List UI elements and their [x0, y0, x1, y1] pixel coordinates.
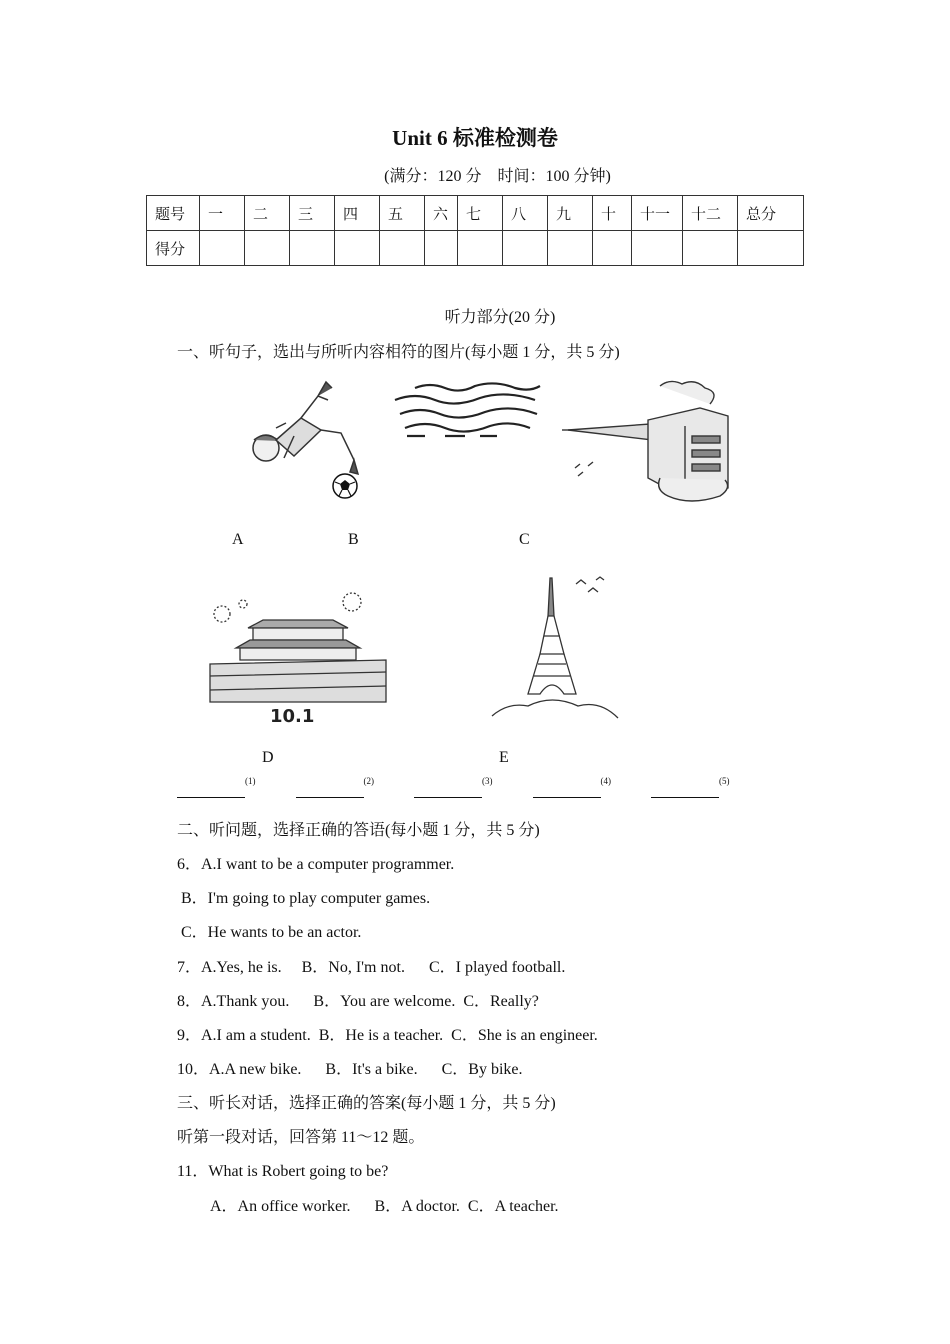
score-cell[interactable]	[380, 231, 425, 266]
score-cell[interactable]	[335, 231, 380, 266]
blank-number: (4)	[600, 776, 611, 786]
header-cell: 一	[200, 196, 245, 231]
question-11-options: A．An office worker. B．A doctor. C．A teacher.	[210, 1198, 559, 1215]
part1-heading: 一、听句子，选出与所听内容相符的图片(每小题 1 分，共 5 分)	[177, 344, 620, 361]
question-line: 7．A.Yes, he is. B．No, I'm not. C．I played football.	[177, 959, 566, 976]
score-cell[interactable]	[503, 231, 548, 266]
soccer-player-picture	[246, 378, 366, 503]
score-cell[interactable]	[245, 231, 290, 266]
answer-blank-5[interactable]	[651, 783, 719, 798]
question-line: 8．A.Thank you. B．You are welcome. C．Really?	[177, 993, 539, 1010]
question-line: C．He wants to be an actor.	[177, 924, 362, 941]
header-cell: 十一	[632, 196, 683, 231]
eiffel-tower-picture	[488, 576, 623, 726]
score-cell[interactable]	[290, 231, 335, 266]
score-cell[interactable]	[683, 231, 738, 266]
score-cell[interactable]	[200, 231, 245, 266]
score-table	[146, 195, 804, 266]
score-table-score-row	[147, 231, 804, 266]
answer-blank-4[interactable]	[533, 783, 601, 798]
row-label: 得分	[147, 231, 200, 266]
part3-intro: 听第一段对话，回答第 11～12 题。	[177, 1129, 425, 1146]
answer-blank-3[interactable]	[414, 783, 482, 798]
answer-blank-1[interactable]	[177, 783, 245, 798]
listening-heading: 听力部分(20 分)	[444, 309, 556, 326]
part3-heading: 三、听长对话，选择正确的答案(每小题 1 分，共 5 分)	[177, 1095, 556, 1112]
picture-label-c: C	[519, 531, 530, 548]
tiananmen-caption: 10.1	[270, 706, 315, 727]
header-cell: 七	[458, 196, 503, 231]
header-cell: 题号	[147, 196, 200, 231]
score-cell[interactable]	[593, 231, 632, 266]
part2-heading: 二、听问题，选择正确的答语(每小题 1 分，共 5 分)	[177, 822, 540, 839]
header-cell: 六	[425, 196, 458, 231]
exam-info: (满分：120 分 时间：100 分钟)	[384, 168, 611, 185]
header-cell: 三	[290, 196, 335, 231]
header-cell: 五	[380, 196, 425, 231]
answer-blanks	[177, 776, 766, 798]
question-line: 6．A.I want to be a computer programmer.	[177, 856, 455, 873]
blank-number: (2)	[363, 776, 374, 786]
question-line: B．I'm going to play computer games.	[177, 890, 431, 907]
score-cell[interactable]	[632, 231, 683, 266]
question-line: 10．A.A new bike. B．It's a bike. C．By bike.	[177, 1061, 523, 1078]
question-line: 9．A.I am a student. B．He is a teacher. C．She is an engineer.	[177, 1027, 598, 1044]
picture-label-d: D	[262, 749, 274, 766]
score-cell[interactable]	[458, 231, 503, 266]
header-cell: 十二	[683, 196, 738, 231]
blank-number: (3)	[482, 776, 493, 786]
picture-label-a: A	[232, 531, 244, 548]
score-cell[interactable]	[548, 231, 593, 266]
header-cell: 八	[503, 196, 548, 231]
tiananmen-picture	[208, 592, 388, 727]
picture-label-e: E	[499, 749, 509, 766]
blank-number: (1)	[245, 776, 256, 786]
house-picture	[560, 378, 735, 508]
score-cell[interactable]	[738, 231, 804, 266]
header-cell: 九	[548, 196, 593, 231]
answer-blank-2[interactable]	[296, 783, 364, 798]
header-cell: 二	[245, 196, 290, 231]
wind-picture	[385, 380, 545, 442]
blank-number: (5)	[719, 776, 730, 786]
score-cell[interactable]	[425, 231, 458, 266]
score-table-header-row	[147, 196, 804, 231]
header-cell: 总分	[738, 196, 804, 231]
question-11: 11．What is Robert going to be?	[177, 1163, 389, 1180]
header-cell: 十	[593, 196, 632, 231]
page-title: Unit 6 标准检测卷	[392, 126, 558, 150]
picture-label-b: B	[348, 531, 359, 548]
header-cell: 四	[335, 196, 380, 231]
